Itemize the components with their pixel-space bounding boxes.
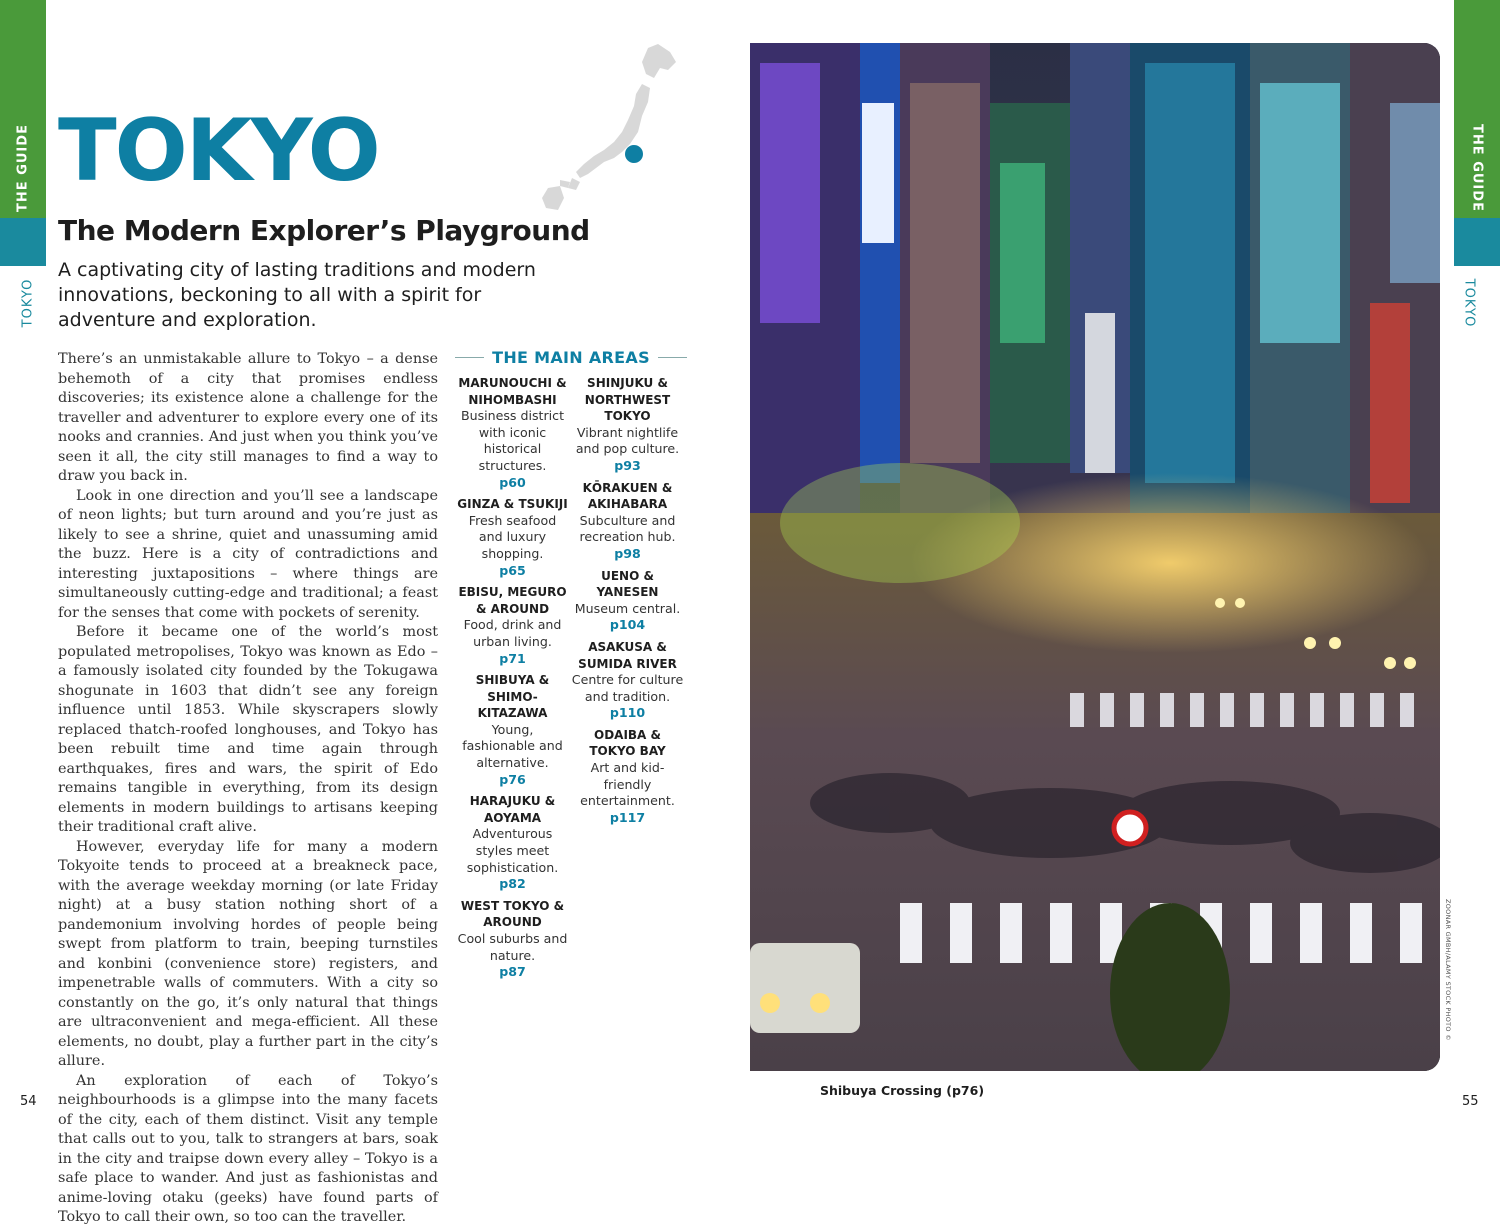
area-name: KŌRAKUEN & AKIHABARA <box>582 480 673 512</box>
side-tab-accent-left <box>0 218 46 266</box>
body-paragraph: There’s an unmistakable allure to Tokyo – a dense behemoth of a city that promises endless discoveries; its existence alone a challenge for the traveller and adventurer to explore every one of its nooks and crannies. And just when you think you’ve seen it all, the city still manages to find a way to draw you back in. <box>58 351 438 484</box>
area-name: MARUNOUCHI & NIHOMBASHI <box>458 376 567 407</box>
area-page-link[interactable]: p104 <box>609 617 646 633</box>
area-entry <box>570 639 685 722</box>
area-entry <box>570 375 685 475</box>
area-page-link[interactable]: p82 <box>499 876 526 892</box>
main-areas-header <box>455 348 687 367</box>
area-name: WEST TOKYO & AROUND <box>460 898 565 930</box>
side-tab-accent-right <box>1454 218 1500 266</box>
body-paragraph: However, everyday life for many a modern Tokyoite tends to proceed at a breakneck pace, with the average weekday morning (or late Friday night) at a busy station nothing short of a pandemonium involving hordes of people being swept from platform to train, beeping turnstiles and konbini (convenience store) registers, and impenetrable walls of commuters. With a city so constantly on the go, it’s only natural that things are ultraconvenient and mega-efficient. All these elements, no doubt, play a further part in the city’s allure. <box>58 838 438 1069</box>
area-name: SHIBUYA & SHIMO-KITAZAWA <box>475 673 550 721</box>
side-tab-guide-label: THE GUIDE <box>15 124 31 212</box>
divider <box>455 357 484 358</box>
area-description: Adventurous styles meet sophistication. <box>466 826 559 875</box>
area-entry <box>455 496 570 579</box>
page-number-right: 55 <box>1462 1094 1479 1109</box>
area-entry <box>455 898 570 981</box>
body-paragraph: Look in one direction and you’ll see a landscape of neon lights; but turn around and you’re just as likely to see a shrine, quiet and unassuming amid the buzz. Here is a city of contradictions and interesting juxtapositions – where things are simultaneously cutting-edge and traditional; a feast for the senses that come with pockets of serenity. <box>58 487 438 621</box>
area-name: EBISU, MEGURO & AROUND <box>458 585 567 616</box>
side-tab-guide-left <box>0 0 46 218</box>
main-areas-heading: THE MAIN AREAS <box>492 348 650 367</box>
area-description: Cool suburbs and nature. <box>457 931 568 963</box>
page-subtitle: The Modern Explorer’s Playground <box>58 214 590 247</box>
photo-credit: ZOONAR GMBH/ALAMY STOCK PHOTO © <box>1444 898 1452 1042</box>
shibuya-crossing-photo <box>750 43 1440 1071</box>
area-description: Business district with iconic historical structures. <box>460 408 565 473</box>
area-page-link[interactable]: p60 <box>499 474 526 490</box>
area-description: Museum central. <box>574 600 681 616</box>
side-tab-city-label-right: TOKYO <box>1461 278 1477 328</box>
area-page-link[interactable]: p71 <box>499 650 526 666</box>
area-name: UENO & YANESEN <box>596 568 659 600</box>
area-description: Art and kid-friendly entertainment. <box>580 760 675 809</box>
area-entry <box>570 727 685 827</box>
area-name: GINZA & TSUKIJI <box>457 497 568 512</box>
photo-caption: Shibuya Crossing (p76) <box>820 1083 985 1098</box>
area-description: Subculture and recreation hub. <box>579 512 676 545</box>
divider <box>658 357 687 358</box>
city-scene-illustration <box>750 43 1440 1071</box>
area-description: Food, drink and urban living. <box>463 617 562 649</box>
area-entry <box>570 568 685 634</box>
area-page-link[interactable]: p93 <box>614 457 641 473</box>
area-description: Fresh seafood and luxury shopping. <box>468 512 557 561</box>
body-paragraph: An exploration of each of Tokyo’s neighbourhoods is a glimpse into the many facets of the city, each of them distinct. Visit any temple that calls out to you, talk to strangers at bars, soak in the city and traipse down every alley – Tokyo is a safe place to wander. And just as fashionistas and anime-loving otaku (geeks) have found parts of Tokyo to call their own, so too can the traveller. <box>58 1072 438 1225</box>
area-name: SHINJUKU & NORTHWEST TOKYO <box>584 376 671 424</box>
side-tab-guide-right <box>1454 0 1500 218</box>
areas-column-left <box>455 375 570 986</box>
area-name: HARAJUKU & AOYAMA <box>469 794 556 825</box>
body-text <box>58 350 438 1228</box>
page-title: TOKYO <box>58 101 379 201</box>
areas-column-right <box>570 375 685 986</box>
area-page-link[interactable]: p65 <box>499 562 526 578</box>
area-description: Centre for culture and tradition. <box>571 672 684 704</box>
page-number-left: 54 <box>20 1094 37 1109</box>
area-description: Young, fashionable and alternative. <box>462 721 563 771</box>
area-name: ASAKUSA & SUMIDA RIVER <box>578 639 677 671</box>
intro-paragraph: A captivating city of lasting traditions and modern innovations, beckoning to all with a spirit for adventure and exploration. <box>58 259 536 331</box>
side-tab-guide-label-right: THE GUIDE <box>1469 124 1485 212</box>
area-page-link[interactable]: p76 <box>499 771 526 787</box>
area-page-link[interactable]: p98 <box>614 545 641 561</box>
area-name: ODAIBA & TOKYO BAY <box>589 727 666 759</box>
area-entry <box>455 584 570 667</box>
area-page-link[interactable]: p87 <box>499 964 526 980</box>
body-paragraph: Before it became one of the world’s most populated metropolises, Tokyo was known as Edo – a famously isolated city founded by the Tokugawa shogunate in 1603 that didn’t see any foreign influence until 1853. While skyscrapers slowly replaced thatch-roofed longhouses, and Tokyo has been rebuilt time and time again through earthquakes, fires and wars, the spirit of Edo remains tangible in everything, from its design elements in modern buildings to artisans keeping their traditional craft alive. <box>58 624 438 835</box>
area-description: Vibrant nightlife and pop culture. <box>575 424 680 457</box>
area-entry <box>455 793 570 893</box>
main-areas-box <box>455 348 687 986</box>
area-page-link[interactable]: p110 <box>609 705 646 721</box>
area-entry <box>455 672 570 788</box>
area-entry <box>570 480 685 563</box>
side-tab-city-label-left: TOKYO <box>20 278 36 328</box>
area-page-link[interactable]: p117 <box>609 809 646 825</box>
area-entry <box>455 375 570 491</box>
japan-map-icon <box>530 40 685 220</box>
